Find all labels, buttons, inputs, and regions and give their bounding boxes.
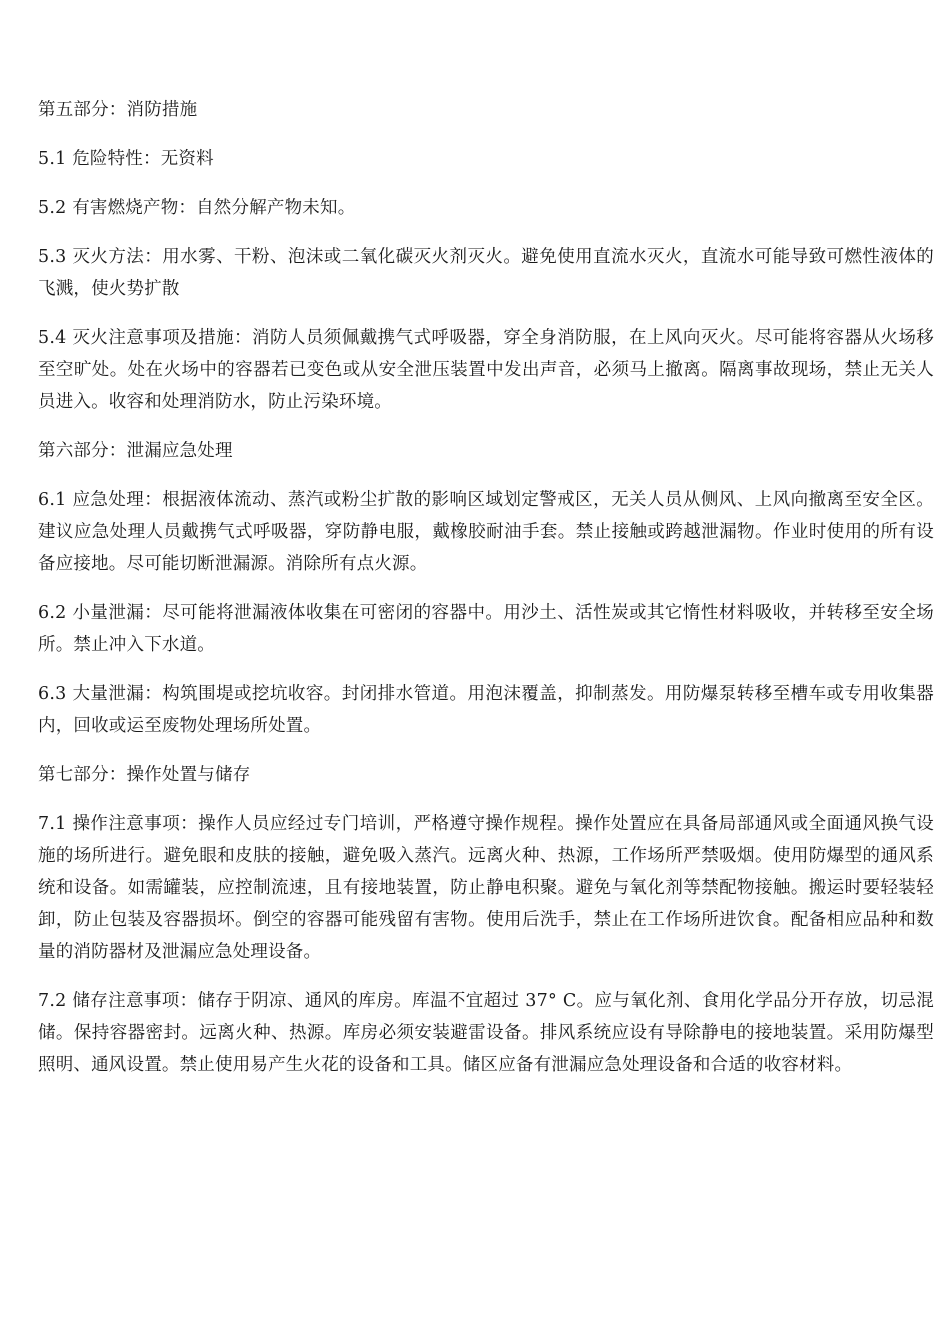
- item-6-1-emergency-handling: 6.1 应急处理：根据液体流动、蒸汽或粉尘扩散的影响区域划定警戒区，无关人员从侧风、上风向撤离至安全区。建议应急处理人员戴携气式呼吸器，穿防静电服，戴橡胶耐油手套。禁止接触或跨越泄漏物。作业时使用的所有设备应接地。尽可能切断泄漏源。消除所有点火源。: [38, 490, 934, 574]
- item-5-2-combustion-products: 5.2 有害燃烧产物：自然分解产物未知。: [38, 198, 356, 218]
- section-heading-fire-fighting: 第五部分：消防措施: [38, 100, 198, 120]
- item-6-3-large-leak: 6.3 大量泄漏：构筑围堤或挖坑收容。封闭排水管道。用泡沫覆盖，抑制蒸发。用防爆泵转移至槽车或专用收集器内，回收或运至废物处理场所处置。: [38, 684, 934, 736]
- item-7-2-storage-precautions: 7.2 储存注意事项：储存于阴凉、通风的库房。库温不宜超过 37° C。应与氧化剂、食用化学品分开存放，切忌混储。保持容器密封。远离火种、热源。库房必须安装避雷设备。排风系统应设有导除静电的接地装置。采用防爆型照明、通风设置。禁止使用易产生火花的设备和工具。储区应备有泄漏应急处理设备和合适的收容材料。: [38, 991, 934, 1075]
- item-5-3-extinguishing-methods: 5.3 灭火方法：用水雾、干粉、泡沫或二氧化碳灭火剂灭火。避免使用直流水灭火，直流水可能导致可燃性液体的飞溅，使火势扩散: [38, 247, 934, 299]
- item-5-4-firefighting-precautions: 5.4 灭火注意事项及措施：消防人员须佩戴携气式呼吸器，穿全身消防服，在上风向灭火。尽可能将容器从火场移至空旷处。处在火场中的容器若已变色或从安全泄压装置中发出声音，必须马上撤离。隔离事故现场，禁止无关人员进入。收容和处理消防水，防止污染环境。: [38, 328, 934, 412]
- item-5-1-hazard-characteristics: 5.1 危险特性：无资料: [38, 149, 214, 169]
- section-heading-handling-storage: 第七部分：操作处置与储存: [38, 765, 251, 785]
- item-6-2-small-leak: 6.2 小量泄漏：尽可能将泄漏液体收集在可密闭的容器中。用沙土、活性炭或其它惰性材料吸收，并转移至安全场所。禁止冲入下水道。: [38, 603, 934, 655]
- document-page: [38, 94, 934, 1098]
- section-heading-leak-emergency: 第六部分：泄漏应急处理: [38, 441, 233, 461]
- item-7-1-handling-precautions: 7.1 操作注意事项：操作人员应经过专门培训，严格遵守操作规程。操作处置应在具备局部通风或全面通风换气设施的场所进行。避免眼和皮肤的接触，避免吸入蒸汽。远离火种、热源，工作场所严禁吸烟。使用防爆型的通风系统和设备。如需罐装，应控制流速，且有接地装置，防止静电积聚。避免与氧化剂等禁配物接触。搬运时要轻装轻卸，防止包装及容器损坏。倒空的容器可能残留有害物。使用后洗手，禁止在工作场所进饮食。配备相应品种和数量的消防器材及泄漏应急处理设备。: [38, 814, 934, 962]
